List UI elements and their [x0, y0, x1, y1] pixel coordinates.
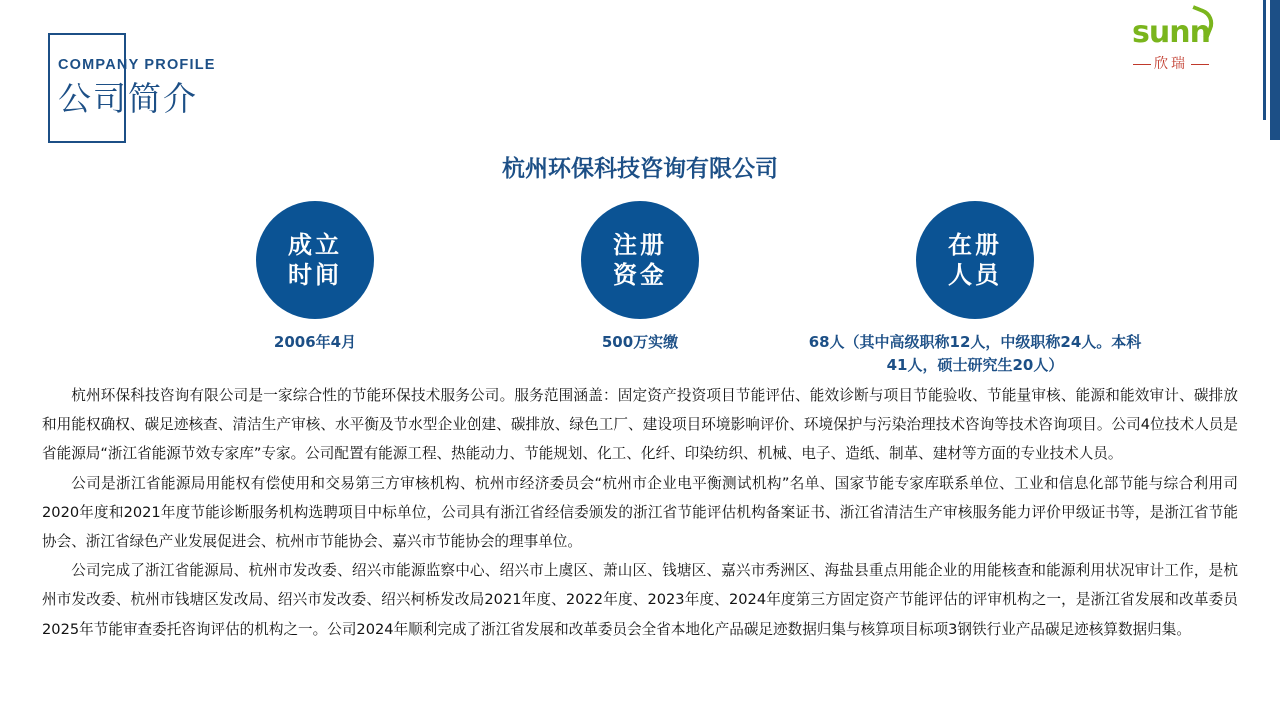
fact-staff [800, 201, 1150, 376]
logo-rule-left-icon [1133, 64, 1151, 65]
paragraph-services: 杭州环保科技咨询有限公司是一家综合性的节能环保技术服务公司。服务范围涵盖：固定资产投资项目节能评估、能效诊断与项目节能验收、节能量审核、能源和能效审计、碳排放和用能权确权、碳足迹核查、清洁生产审核、水平衡及节水型企业创建、碳排放、绿色工厂、建设项目环境影响评价、环境保护与污染治理技术咨询等技术咨询项目。公司4位技术人员是省能源局“浙江省能源节效专家库”专家。公司配置有能源工程、热能动力、节能规划、化工、化纤、印染纺织、机械、电子、造纸、制革、建材等方面的专业技术人员。 [42, 387, 1238, 463]
fact-capital-label-line1: 注册 [613, 231, 667, 259]
logo-wordmark-text: sunn [1132, 15, 1210, 50]
page-title-en: COMPANY PROFILE [58, 57, 216, 73]
fact-founded [170, 201, 460, 354]
fact-founded-label-line2: 时间 [288, 261, 342, 289]
fact-founded-value: 2006年4月 [273, 333, 357, 351]
fact-capital-circle [581, 201, 699, 319]
corner-accent-thin [1263, 0, 1266, 120]
logo-subtitle-text: 欣瑞 [1154, 56, 1188, 72]
fact-staff-circle [916, 201, 1034, 319]
company-description [42, 381, 1238, 644]
fact-founded-circle [256, 201, 374, 319]
page-title [58, 57, 216, 118]
fact-staff-value: 68人（其中高级职称12人，中级职称24人。本科41人，硕士研究生20人） [808, 333, 1142, 374]
fact-staff-label-line1: 在册 [948, 231, 1002, 259]
company-name: 杭州环保科技咨询有限公司 [502, 156, 778, 182]
fact-staff-label-line2: 人员 [948, 261, 1002, 289]
fact-capital-label-line2: 资金 [613, 261, 667, 289]
logo-wordmark [1132, 15, 1210, 50]
paragraph-qualifications: 公司是浙江省能源局用能权有偿使用和交易第三方审核机构、杭州市经济委员会“杭州市企业电平衡测试机构”名单、国家节能专家库联系单位、工业和信息化部节能与综合利用司2020年度和2021年度节能诊断服务机构选聘项目中标单位，公司具有浙江省经信委颁发的浙江省节能评估机构备案证书、浙江省清洁生产审核服务能力评价甲级证书等，是浙江省节能协会、浙江省绿色产业发展促进会、杭州市节能协会、嘉兴市节能协会的理事单位。 [42, 474, 1238, 550]
paragraph-projects: 公司完成了浙江省能源局、杭州市发改委、绍兴市能源监察中心、绍兴市上虞区、萧山区、钱塘区、嘉兴市秀洲区、海盐县重点用能企业的用能核查和能源利用状况审计工作，是杭州市发改委、杭州市钱塘区发改局、绍兴市发改委、绍兴柯桥发改局2021年度、2022年度、2023年度、2024年度第三方固定资产节能评估的评审机构之一，是浙江省发展和改革委员2025年节能审查委托咨询评估的机构之一。公司2024年顺利完成了浙江省发展和改革委员会全省本地化产品碳足迹数据归集与核算项目标项3钢铁行业产品碳足迹核算数据归集。 [42, 562, 1238, 638]
fact-capital-value: 500万实缴 [601, 333, 679, 351]
logo-subtitle [1096, 53, 1246, 73]
page-header [0, 0, 1280, 160]
logo-rule-right-icon [1191, 64, 1209, 65]
corner-accent-thick [1270, 0, 1280, 140]
company-logo [1096, 15, 1246, 73]
key-facts [0, 201, 1280, 374]
fact-capital [495, 201, 785, 354]
fact-founded-label-line1: 成立 [288, 231, 342, 259]
page-title-cn: 公司简介 [58, 78, 198, 118]
